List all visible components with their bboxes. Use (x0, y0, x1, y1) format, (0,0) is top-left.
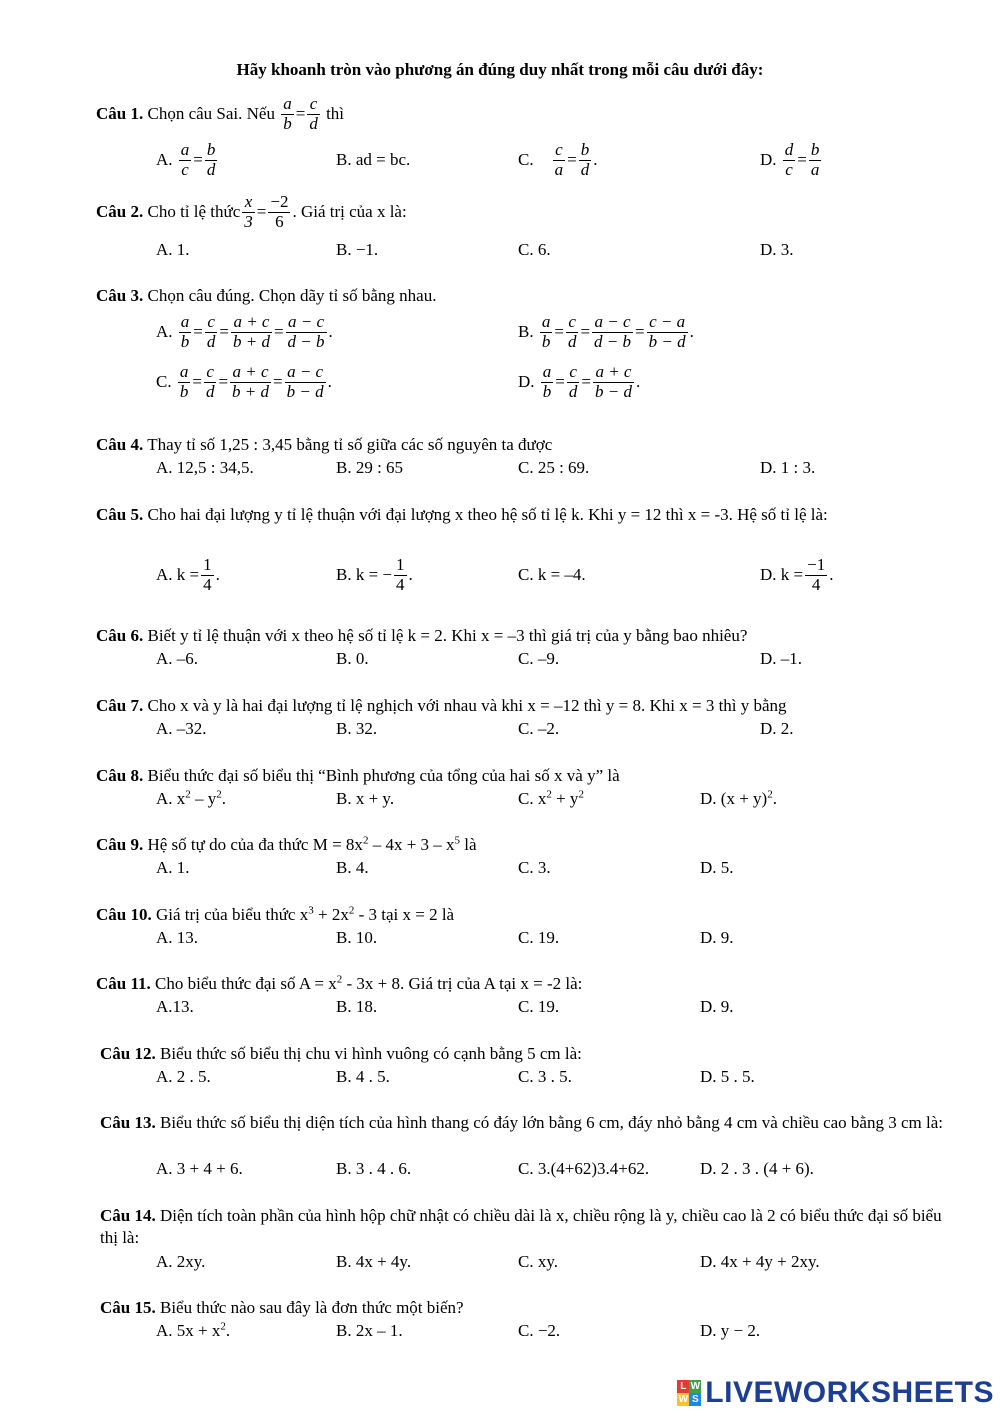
question-10: Câu 10. Giá trị của biểu thức $x^3 + 2x^2 - 3$ tại x = 2 là (96, 904, 455, 924)
question-3: Câu 3. Chọn câu đúng. Chọn dãy tỉ số bằng nhau. (96, 286, 437, 305)
option-d[interactable]: D. 2. (760, 719, 794, 738)
answer-options (156, 138, 956, 182)
answer-options (156, 995, 956, 1019)
question-4: Câu 4. Thay tỉ số 1,25 : 3,45 bằng tỉ số giữa các số nguyên ta được (96, 435, 553, 454)
option-b[interactable]: B. k = − $\frac{1}{4}$ . (336, 554, 413, 594)
option-c[interactable]: C. $\frac{c}{a}$ = $\frac{b}{d}$ . (518, 139, 598, 179)
option-d[interactable]: D. 3. (760, 240, 794, 259)
option-d[interactable]: D. 9. (700, 928, 734, 947)
question-14: Câu 14. Diện tích toàn phần của hình hộp chữ nhật có chiều dài là x, chiều rộng là y, chiều cao là 2 có biểu thức đại số biểu thị là: (100, 1206, 942, 1247)
question-5: Câu 5. Cho hai đại lượng y tỉ lệ thuận với đại lượng x theo hệ số tỉ lệ k. Khi y = 12 thì x = -3. Hệ số tỉ lệ là: (96, 505, 828, 524)
option-c[interactable]: C. 25 : 69. (518, 458, 590, 477)
option-d[interactable]: D. 2 . 3 . (4 + 6). (700, 1159, 814, 1178)
option-a[interactable]: A. 1. (156, 858, 190, 877)
answer-options (156, 360, 956, 404)
answer-options (156, 1319, 956, 1343)
answer-options (156, 1250, 956, 1274)
option-b[interactable]: B. 4 . 5. (336, 1067, 390, 1086)
fraction: $\frac{a}{b}$ (283, 93, 292, 133)
option-a[interactable]: A. k = $\frac{1}{4}$ . (156, 554, 220, 594)
option-c[interactable]: C. –9. (518, 649, 560, 668)
option-a[interactable]: A. –32. (156, 719, 207, 738)
answer-options (156, 856, 956, 880)
option-b[interactable]: B. −1. (336, 240, 379, 259)
fraction: $\frac{c}{d}$ (309, 93, 318, 133)
answer-options (156, 238, 956, 262)
logo-text: LIVEWORKSHEETS (705, 1376, 994, 1409)
option-b[interactable]: B. 4x + 4y. (336, 1252, 412, 1271)
option-b[interactable]: B. 0. (336, 649, 369, 668)
answer-options (156, 647, 956, 671)
option-d[interactable]: D. 5 . 5. (700, 1067, 755, 1086)
question-text: Chọn câu Sai. Nếu (147, 104, 275, 123)
option-b[interactable]: B. 2x – 1. (336, 1321, 403, 1340)
option-c[interactable]: C. 6. (518, 240, 551, 259)
fraction: $\frac{-2}{6}$ (270, 191, 289, 231)
question-6: Câu 6. Biết y tỉ lệ thuận với x theo hệ số tỉ lệ k = 2. Khi x = –3 thì giá trị của y bằng bao nhiêu? (96, 626, 748, 645)
option-b[interactable]: B. 29 : 65 (336, 458, 404, 477)
option-c[interactable]: C. $\frac{a}{b}$ = $\frac{c}{d}$ = $\frac{a + c}{b + d}$ = $\frac{a - c}{b - d}$ . (156, 361, 332, 401)
option-b[interactable]: B. $\frac{a}{b}$ = $\frac{c}{d}$ = $\frac{a - c}{d - b}$ = $\frac{c - a}{b - d}$ . (518, 311, 694, 351)
option-b[interactable]: B. ad = bc. (336, 150, 411, 169)
option-d[interactable]: D. 5. (700, 858, 734, 877)
question-1: Câu 1. Chọn câu Sai. Nếu $\frac{a}{b}$ = $\frac{c}{d}$ thì (96, 93, 345, 133)
answer-options (156, 456, 956, 480)
option-c[interactable]: C. −2. (518, 1321, 561, 1340)
option-d[interactable]: D. k = $\frac{-1}{4}$ . (760, 554, 834, 594)
question-8: Câu 8. Biểu thức đại số biểu thị “Bình phương của tổng của hai số x và y” là (96, 766, 620, 785)
option-a[interactable]: A. 12,5 : 34,5. (156, 458, 254, 477)
option-b[interactable]: B. 18. (336, 997, 378, 1016)
question-label: Câu 1. (96, 104, 144, 123)
option-d[interactable]: D. y − 2. (700, 1321, 761, 1340)
option-a[interactable]: A. $5x + x^2$. (156, 1320, 231, 1340)
answer-options (156, 787, 956, 811)
option-d[interactable]: D. $(x + y)^2$. (700, 788, 777, 808)
question-9: Câu 9. Hệ số tự do của đa thức $M = 8x^2 - 4x + 3 - x^5$ là (96, 834, 477, 854)
answer-options (156, 1157, 956, 1181)
option-b[interactable]: B. 3 . 4 . 6. (336, 1159, 412, 1178)
option-a[interactable]: A. 2 . 5. (156, 1067, 211, 1086)
option-c[interactable]: C. 3.(4+62)3.4+62. (518, 1159, 650, 1178)
question-2: Câu 2. Cho tỉ lệ thức $\frac{x}{3}$ = $\frac{-2}{6}$ . Giá trị của x là: (96, 191, 407, 231)
question-11: Câu 11. Cho biểu thức đại số $A = x^2 - 3x + 8$. Giá trị của A tại x = -2 là: (96, 973, 583, 993)
option-a[interactable]: A. 1. (156, 240, 190, 259)
liveworksheets-icon: L W W S (678, 1381, 701, 1405)
option-d[interactable]: D. $\frac{d}{c}$ = $\frac{b}{a}$ (760, 139, 820, 179)
option-a[interactable]: A. 13. (156, 928, 199, 947)
answer-options (156, 926, 956, 950)
option-c[interactable]: C. 3 . 5. (518, 1067, 572, 1086)
option-a[interactable]: A. 2xy. (156, 1252, 206, 1271)
option-d[interactable]: D. 1 : 3. (760, 458, 816, 477)
liveworksheets-logo[interactable] (677, 1376, 994, 1410)
option-a[interactable]: A. 3 + 4 + 6. (156, 1159, 243, 1178)
option-a[interactable]: A. $\frac{a}{b}$ = $\frac{c}{d}$ = $\frac{a + c}{b + d}$ = $\frac{a - c}{d - b}$ . (156, 311, 333, 351)
option-d[interactable]: D. –1. (760, 649, 803, 668)
option-a[interactable]: A. –6. (156, 649, 199, 668)
option-c[interactable]: C. 19. (518, 928, 560, 947)
option-d[interactable]: D. 4x + 4y + 2xy. (700, 1252, 820, 1271)
option-c[interactable]: C. k = –4. (518, 565, 586, 584)
option-b[interactable]: B. 10. (336, 928, 378, 947)
question-13: Câu 13. Biểu thức số biểu thị diện tích của hình thang có đáy lớn bằng 6 cm, đáy nhỏ bằng 4 cm và chiều cao bằng 3 cm là: (100, 1113, 943, 1132)
option-a[interactable]: A.13. (156, 997, 194, 1016)
option-c[interactable]: C. 3. (518, 858, 551, 877)
answer-options (156, 717, 956, 741)
option-b[interactable]: B. 32. (336, 719, 378, 738)
option-a[interactable]: A. $x^2 - y^2$. (156, 788, 227, 808)
question-7: Câu 7. Cho x và y là hai đại lượng tỉ lệ nghịch với nhau và khi x = –12 thì y = 8. Khi x = 3 thì y bằng (96, 696, 787, 715)
answer-options (156, 553, 956, 597)
answer-options (156, 310, 956, 354)
answer-options (156, 1065, 956, 1089)
fraction: $\frac{x}{3}$ (244, 191, 253, 231)
option-d[interactable]: D. 9. (700, 997, 734, 1016)
page-title: Hãy khoanh tròn vào phương án đúng duy nhất trong mỗi câu dưới đây: (236, 60, 764, 79)
option-d[interactable]: D. $\frac{a}{b}$ = $\frac{c}{d}$ = $\frac{a + c}{b - d}$ . (518, 361, 641, 401)
option-c[interactable]: C. xy. (518, 1252, 558, 1271)
option-b[interactable]: B. x + y. (336, 789, 395, 808)
option-b[interactable]: B. 4. (336, 858, 369, 877)
option-a[interactable]: A. $\frac{a}{c}$ = $\frac{b}{d}$ (156, 139, 216, 179)
question-12: Câu 12. Biểu thức số biểu thị chu vi hình vuông có cạnh bằng 5 cm là: (100, 1044, 582, 1063)
question-15: Câu 15. Biểu thức nào sau đây là đơn thức một biến? (100, 1298, 464, 1317)
option-c[interactable]: C. 19. (518, 997, 560, 1016)
option-c[interactable]: C. –2. (518, 719, 560, 738)
option-c[interactable]: C. $x^2 + y^2$ (518, 788, 584, 808)
